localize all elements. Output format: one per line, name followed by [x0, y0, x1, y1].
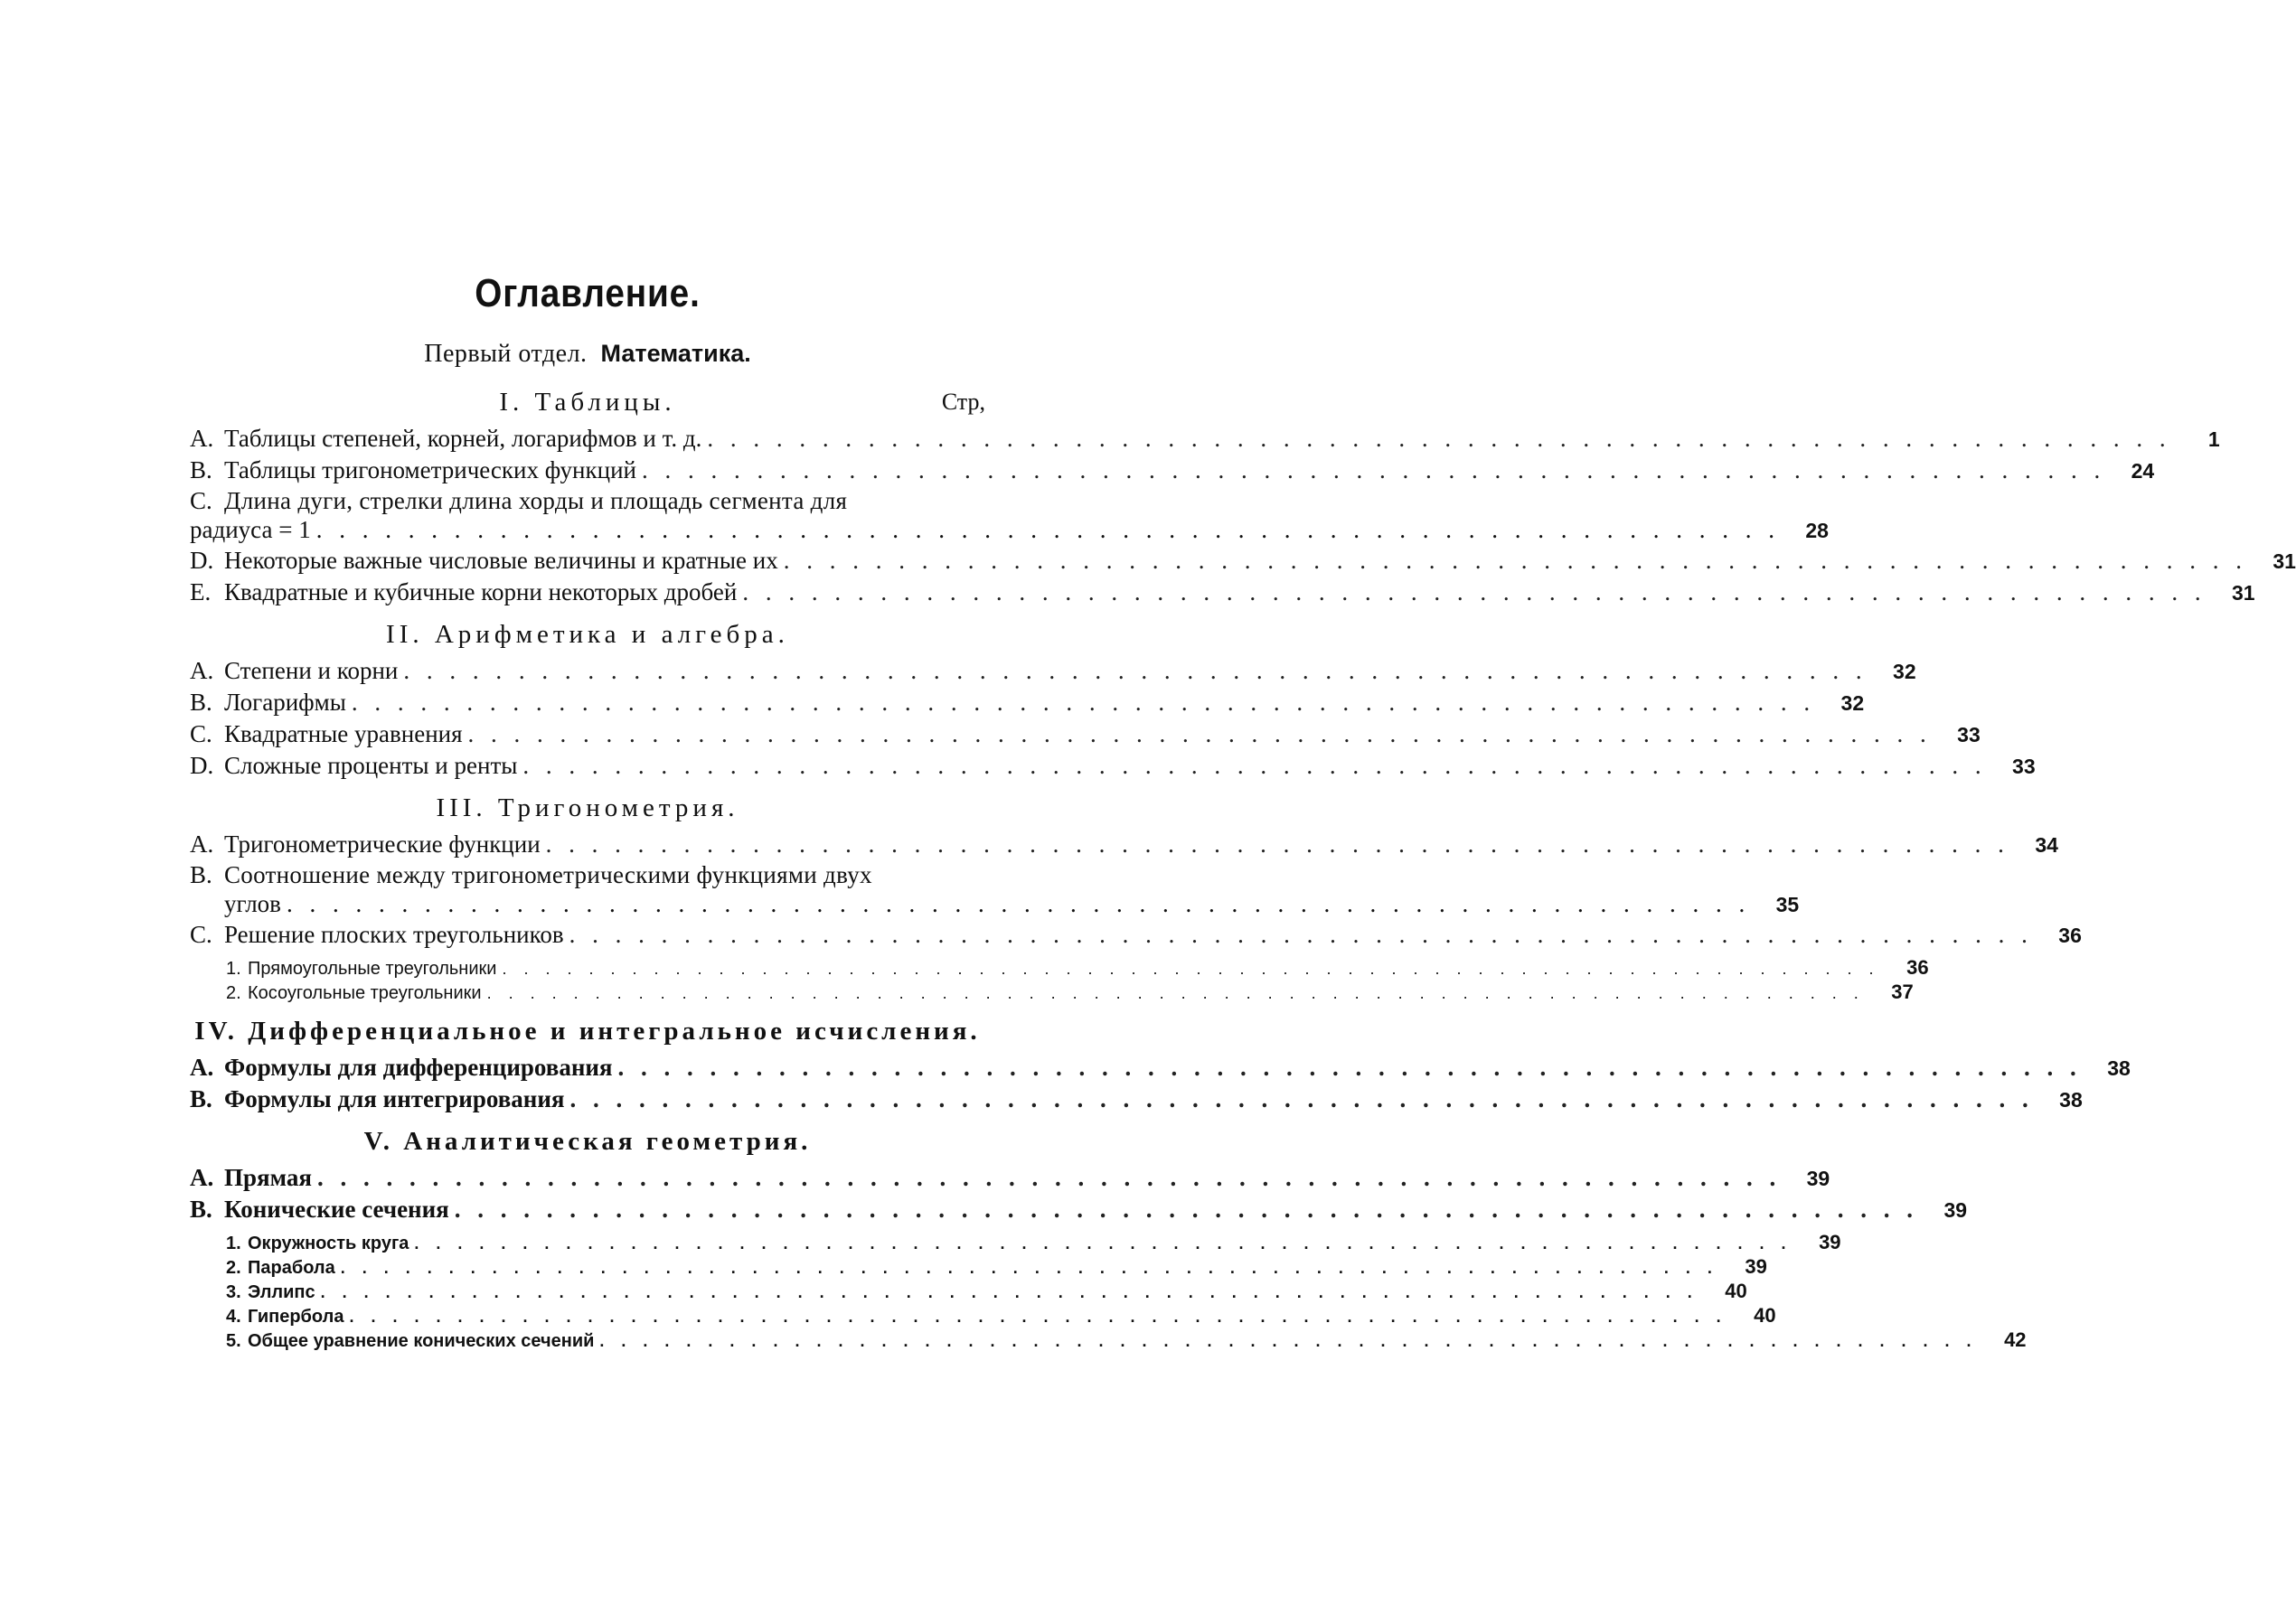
toc-entry[interactable]	[190, 1162, 1830, 1194]
section-heading-text: V. Аналитическая геометрия.	[363, 1127, 812, 1156]
subentry-title: Косоугольные треугольники	[248, 983, 482, 1003]
subentry-number: 2.	[226, 1258, 241, 1278]
subentry-title: Парабола	[248, 1258, 335, 1278]
leader-dots	[599, 1330, 1977, 1353]
subentry-page-number: 39	[1819, 1231, 1841, 1253]
toc-entry[interactable]	[190, 1052, 2131, 1084]
section-heading-text: III. Тригонометрия.	[436, 793, 739, 822]
section-heading	[190, 385, 985, 419]
leader-dots	[502, 958, 1879, 981]
subentry-title: Гипербола	[248, 1307, 344, 1327]
toc-entry[interactable]	[190, 577, 2255, 608]
toc-entry[interactable]	[190, 545, 2296, 577]
subentry-page-number: 40	[1754, 1304, 1776, 1327]
toc-entry[interactable]	[190, 455, 2155, 486]
subentry-number: 4.	[226, 1307, 241, 1327]
entry-letter: D.	[190, 547, 214, 574]
entry-page-number: 36	[2058, 924, 2082, 947]
subentry-page-number: 40	[1725, 1280, 1747, 1302]
entry-letter: A.	[190, 830, 214, 858]
section-heading-text: II. Арифметика и алгебра.	[386, 620, 789, 649]
entry-title: Квадратные и кубичные корни некоторых дробей	[224, 578, 738, 605]
entry-page-number: 1	[2207, 427, 2220, 451]
entry-page-number: 32	[1893, 660, 1916, 683]
section-heading	[190, 1124, 985, 1159]
toc-subentry[interactable]	[190, 956, 1929, 981]
subentry-list	[190, 1231, 2027, 1353]
entry-title: Таблицы степеней, корней, логарифмов и т. д.	[224, 425, 702, 452]
leader-dots	[742, 577, 2206, 607]
entry-page-number: 39	[1943, 1198, 1968, 1222]
entry-letter: A.	[190, 425, 214, 452]
toc-entry[interactable]	[190, 860, 1800, 919]
part-heading	[190, 340, 985, 369]
entry-letter: C.	[190, 921, 212, 948]
leader-dots	[522, 750, 1986, 781]
toc-subentry[interactable]	[190, 1231, 1841, 1255]
subentry-number: 5.	[226, 1331, 241, 1351]
section-calculus	[190, 1014, 2131, 1115]
subentry-title: Прямоугольные треугольники	[248, 959, 497, 979]
page-column-label: Стр,	[941, 389, 985, 415]
leader-dots	[317, 1162, 1781, 1193]
entry-letter: D.	[190, 752, 214, 779]
subentry-list	[190, 956, 1929, 1005]
entry-title: Тригонометрические функции	[224, 830, 541, 858]
subentry-number: 2.	[226, 983, 241, 1003]
leader-dots	[618, 1052, 2082, 1083]
entry-page-number: 31	[2231, 581, 2255, 605]
toc-subentry[interactable]	[190, 1304, 1776, 1328]
leader-dots	[569, 919, 2033, 950]
entry-page-number: 28	[1805, 519, 1829, 542]
entry-page-number: 39	[1806, 1167, 1830, 1190]
entry-title: Решение плоских треугольников	[224, 921, 564, 948]
entry-title: Логарифмы	[224, 689, 346, 716]
toc-entry[interactable]	[190, 687, 1865, 718]
entry-title: Степени и корни	[224, 657, 399, 684]
leader-dots	[349, 1306, 1727, 1328]
toc-entry[interactable]	[190, 1084, 2083, 1115]
subentry-page-number: 42	[2004, 1328, 2027, 1351]
entry-letter: A.	[190, 657, 214, 684]
section-heading	[190, 791, 985, 825]
entry-letter: C.	[190, 487, 212, 514]
entry-page-number: 35	[1775, 893, 1800, 916]
leader-dots	[403, 655, 1867, 686]
entry-letter: E.	[190, 578, 212, 605]
toc-entry[interactable]	[190, 423, 2220, 455]
subentry-title: Окружность круга	[248, 1234, 409, 1253]
entry-page-number: 33	[2012, 755, 2036, 778]
leader-dots	[546, 829, 2009, 859]
entry-title: Сложные проценты и ренты	[224, 752, 518, 779]
toc-entry[interactable]	[190, 829, 2058, 860]
subentry-number: 3.	[226, 1282, 241, 1302]
toc-entry[interactable]	[190, 750, 2036, 782]
entry-letter: B.	[190, 456, 212, 483]
entry-page-number: 34	[2035, 833, 2058, 857]
leader-dots	[341, 1257, 1718, 1280]
section-analytic-geometry	[190, 1124, 2027, 1353]
leader-dots	[414, 1233, 1792, 1255]
part-label: Первый отдел.	[424, 340, 588, 368]
subentry-page-number: 36	[1906, 956, 1929, 979]
entry-letter: B.	[190, 861, 212, 888]
toc-subentry[interactable]	[190, 981, 1914, 1005]
entry-page-number: 33	[1957, 723, 1981, 746]
entry-title: Прямая	[224, 1164, 312, 1191]
entry-title: Некоторые важные числовые величины и кратные их	[224, 547, 778, 574]
page-title: Оглавление.	[475, 271, 701, 315]
entry-page-number: 32	[1840, 691, 1865, 715]
part-name: Математика.	[600, 340, 751, 367]
toc-subentry[interactable]	[190, 1280, 1747, 1304]
subentry-number: 1.	[226, 959, 241, 979]
toc-entry[interactable]	[190, 1194, 1968, 1225]
entry-letter: A.	[190, 1054, 214, 1081]
toc-subentry[interactable]	[190, 1328, 2027, 1353]
leader-dots	[468, 718, 1932, 749]
section-arithmetic-algebra	[190, 617, 2036, 782]
entry-title: Формулы для интегрирования	[224, 1085, 565, 1112]
entry-title: Формулы для дифференцирования	[224, 1054, 613, 1081]
toc-entry[interactable]	[190, 655, 1916, 687]
entry-letter: C.	[190, 720, 212, 747]
subentry-page-number: 37	[1891, 981, 1914, 1003]
leader-dots	[321, 1281, 1698, 1304]
toc-page	[190, 271, 2296, 1362]
entry-title: Конические сечения	[224, 1196, 449, 1223]
leader-dots	[287, 889, 1750, 918]
section-trigonometry	[190, 791, 2082, 1005]
entry-title-continuation: радиуса = 1	[190, 516, 311, 543]
leader-dots	[455, 1194, 1918, 1225]
toc-subentry[interactable]	[190, 1255, 1767, 1280]
entry-letter: B.	[190, 689, 212, 716]
section-heading	[190, 1014, 985, 1048]
leader-dots	[784, 545, 2247, 576]
section-heading	[190, 617, 985, 652]
leader-dots	[570, 1084, 2034, 1114]
section-heading-text: IV. Дифференциальное и интегральное исчисления.	[194, 1017, 981, 1046]
subentry-number: 1.	[226, 1234, 241, 1253]
leader-dots	[316, 515, 1780, 544]
subentry-page-number: 39	[1745, 1255, 1767, 1278]
toc-entry[interactable]	[190, 718, 1981, 750]
leader-dots	[642, 455, 2105, 485]
toc-entry[interactable]	[190, 486, 1829, 545]
entry-page-number: 31	[2272, 549, 2296, 573]
entry-letter: B.	[190, 1085, 212, 1112]
leader-dots	[707, 423, 2170, 454]
subentry-title: Эллипс	[248, 1282, 315, 1302]
subentry-title: Общее уравнение конических сечений	[248, 1331, 595, 1351]
entry-title: Таблицы тригонометрических функций	[224, 456, 636, 483]
entry-page-number: 38	[2107, 1056, 2131, 1080]
entry-title: Квадратные уравнения	[224, 720, 463, 747]
entry-title: Соотношение между тригонометрическими функциями двух	[224, 861, 872, 888]
entry-page-number: 38	[2059, 1088, 2083, 1112]
leader-dots	[352, 687, 1815, 718]
entry-letter: A.	[190, 1164, 214, 1191]
entry-page-number: 24	[2131, 459, 2155, 483]
toc-entry[interactable]	[190, 919, 2082, 951]
section-tables	[190, 385, 2296, 608]
entry-title: Длина дуги, стрелки длина хорды и площадь сегмента для	[224, 487, 848, 514]
entry-title-continuation: углов	[224, 890, 281, 917]
entry-letter: B.	[190, 1196, 212, 1223]
leader-dots	[487, 982, 1865, 1005]
section-heading-text: I. Таблицы.	[499, 388, 676, 417]
